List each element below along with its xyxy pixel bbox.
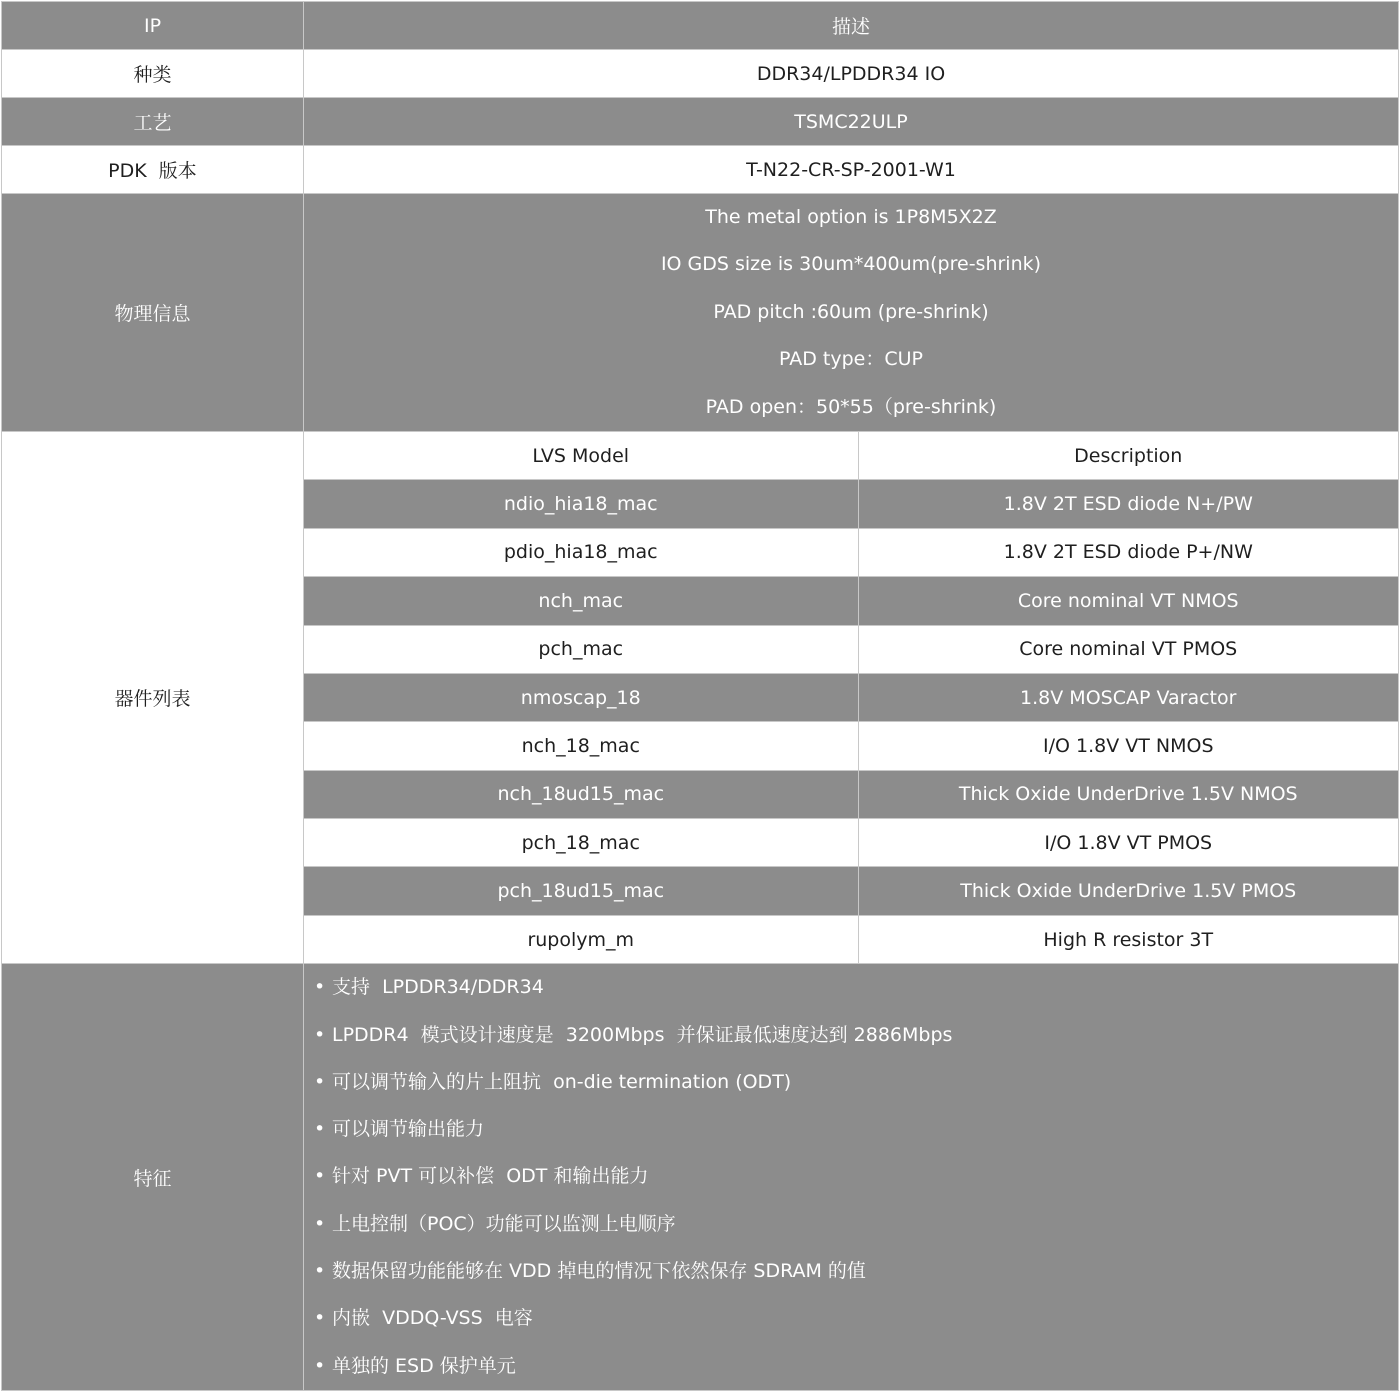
physical-label: 物理信息 bbox=[2, 194, 304, 432]
physical-line: PAD open：50*55（pre-shrink) bbox=[705, 395, 997, 418]
device-row bbox=[304, 577, 1398, 625]
pdk-label: PDK 版本 bbox=[2, 146, 304, 194]
physical-line: IO GDS size is 30um*400um(pre-shrink) bbox=[660, 253, 1042, 276]
bullet: • bbox=[314, 1165, 326, 1188]
device-row bbox=[304, 625, 1398, 673]
device-row bbox=[304, 915, 1398, 963]
device-desc: 1.8V 2T ESD diode N+/PW bbox=[858, 480, 1398, 528]
device-model: pch_18_mac bbox=[304, 819, 858, 867]
feature-text: LPDDR4 模式设计速度是 3200Mbps 并保证最低速度达到 2886Mbps bbox=[332, 1023, 953, 1046]
features-label: 特征 bbox=[2, 964, 304, 1391]
bullet: • bbox=[314, 1118, 326, 1141]
device-model: pdio_hia18_mac bbox=[304, 528, 858, 576]
header-description: 描述 bbox=[304, 2, 1399, 50]
feature-item bbox=[314, 1153, 1398, 1200]
device-header-row bbox=[304, 432, 1398, 480]
bullet: • bbox=[314, 1023, 326, 1046]
device-list-table bbox=[304, 432, 1398, 963]
device-desc: Thick Oxide UnderDrive 1.5V NMOS bbox=[858, 770, 1398, 818]
device-model: nch_18ud15_mac bbox=[304, 770, 858, 818]
device-row bbox=[304, 528, 1398, 576]
feature-text: 内嵌 VDDQ-VSS 电容 bbox=[332, 1307, 533, 1330]
pdk-value: T-N22-CR-SP-2001-W1 bbox=[304, 146, 1399, 194]
device-desc: 1.8V MOSCAP Varactor bbox=[858, 673, 1398, 721]
row-type bbox=[2, 50, 1399, 98]
feature-item bbox=[314, 1295, 1398, 1342]
device-row bbox=[304, 770, 1398, 818]
device-desc: I/O 1.8V VT PMOS bbox=[858, 819, 1398, 867]
device-row bbox=[304, 673, 1398, 721]
device-row bbox=[304, 867, 1398, 915]
devices-label: 器件列表 bbox=[2, 431, 304, 963]
feature-item bbox=[314, 1012, 1398, 1059]
physical-lines bbox=[304, 194, 1399, 432]
header-row bbox=[2, 2, 1399, 50]
bullet: • bbox=[314, 976, 326, 999]
feature-item bbox=[314, 1343, 1398, 1390]
device-model: nch_18_mac bbox=[304, 722, 858, 770]
ip-spec-table bbox=[1, 1, 1399, 1391]
device-desc: 1.8V 2T ESD diode P+/NW bbox=[858, 528, 1398, 576]
row-pdk bbox=[2, 146, 1399, 194]
device-row bbox=[304, 480, 1398, 528]
features-cell bbox=[304, 964, 1399, 1391]
device-row bbox=[304, 819, 1398, 867]
row-features bbox=[2, 964, 1399, 1391]
device-header-model: LVS Model bbox=[304, 432, 858, 480]
device-model: pch_18ud15_mac bbox=[304, 867, 858, 915]
feature-item bbox=[314, 1248, 1398, 1295]
device-model: pch_mac bbox=[304, 625, 858, 673]
row-physical bbox=[2, 194, 1399, 432]
physical-line: PAD pitch :60um (pre-shrink) bbox=[713, 300, 989, 323]
row-process bbox=[2, 98, 1399, 146]
row-devices bbox=[2, 431, 1399, 963]
device-model: rupolym_m bbox=[304, 915, 858, 963]
bullet: • bbox=[314, 1212, 326, 1235]
device-desc: Core nominal VT PMOS bbox=[858, 625, 1398, 673]
device-model: nch_mac bbox=[304, 577, 858, 625]
feature-text: 支持 LPDDR34/DDR34 bbox=[332, 976, 544, 999]
device-model: ndio_hia18_mac bbox=[304, 480, 858, 528]
feature-item bbox=[314, 1059, 1398, 1106]
type-label: 种类 bbox=[2, 50, 304, 98]
feature-item bbox=[314, 1106, 1398, 1153]
feature-text: 上电控制（POC）功能可以监测上电顺序 bbox=[332, 1212, 676, 1235]
header-ip: IP bbox=[2, 2, 304, 50]
feature-item bbox=[314, 964, 1398, 1011]
device-desc: Thick Oxide UnderDrive 1.5V PMOS bbox=[858, 867, 1398, 915]
feature-text: 可以调节输入的片上阻抗 on-die termination (ODT) bbox=[332, 1070, 792, 1093]
feature-text: 可以调节输出能力 bbox=[332, 1118, 485, 1141]
bullet: • bbox=[314, 1307, 326, 1330]
feature-text: 针对 PVT 可以补偿 ODT 和输出能力 bbox=[332, 1165, 649, 1188]
device-desc: Core nominal VT NMOS bbox=[858, 577, 1398, 625]
process-value: TSMC22ULP bbox=[304, 98, 1399, 146]
bullet: • bbox=[314, 1354, 326, 1377]
feature-list bbox=[314, 964, 1398, 1390]
bullet: • bbox=[314, 1070, 326, 1093]
device-desc: High R resistor 3T bbox=[1043, 928, 1214, 951]
type-value: DDR34/LPDDR34 IO bbox=[304, 50, 1399, 98]
device-desc: I/O 1.8V VT NMOS bbox=[858, 722, 1398, 770]
bullet: • bbox=[314, 1260, 326, 1283]
device-model: nmoscap_18 bbox=[304, 673, 858, 721]
device-header-desc: Description bbox=[858, 432, 1398, 480]
process-label: 工艺 bbox=[2, 98, 304, 146]
devices-cell bbox=[304, 431, 1399, 963]
physical-line: PAD type：CUP bbox=[779, 348, 923, 371]
feature-text: 单独的 ESD 保护单元 bbox=[332, 1354, 516, 1377]
device-row bbox=[304, 722, 1398, 770]
feature-text: 数据保留功能能够在 VDD 掉电的情况下依然保存 SDRAM 的值 bbox=[332, 1260, 866, 1283]
physical-line: The metal option is 1P8M5X2Z bbox=[705, 206, 997, 228]
feature-item bbox=[314, 1201, 1398, 1248]
